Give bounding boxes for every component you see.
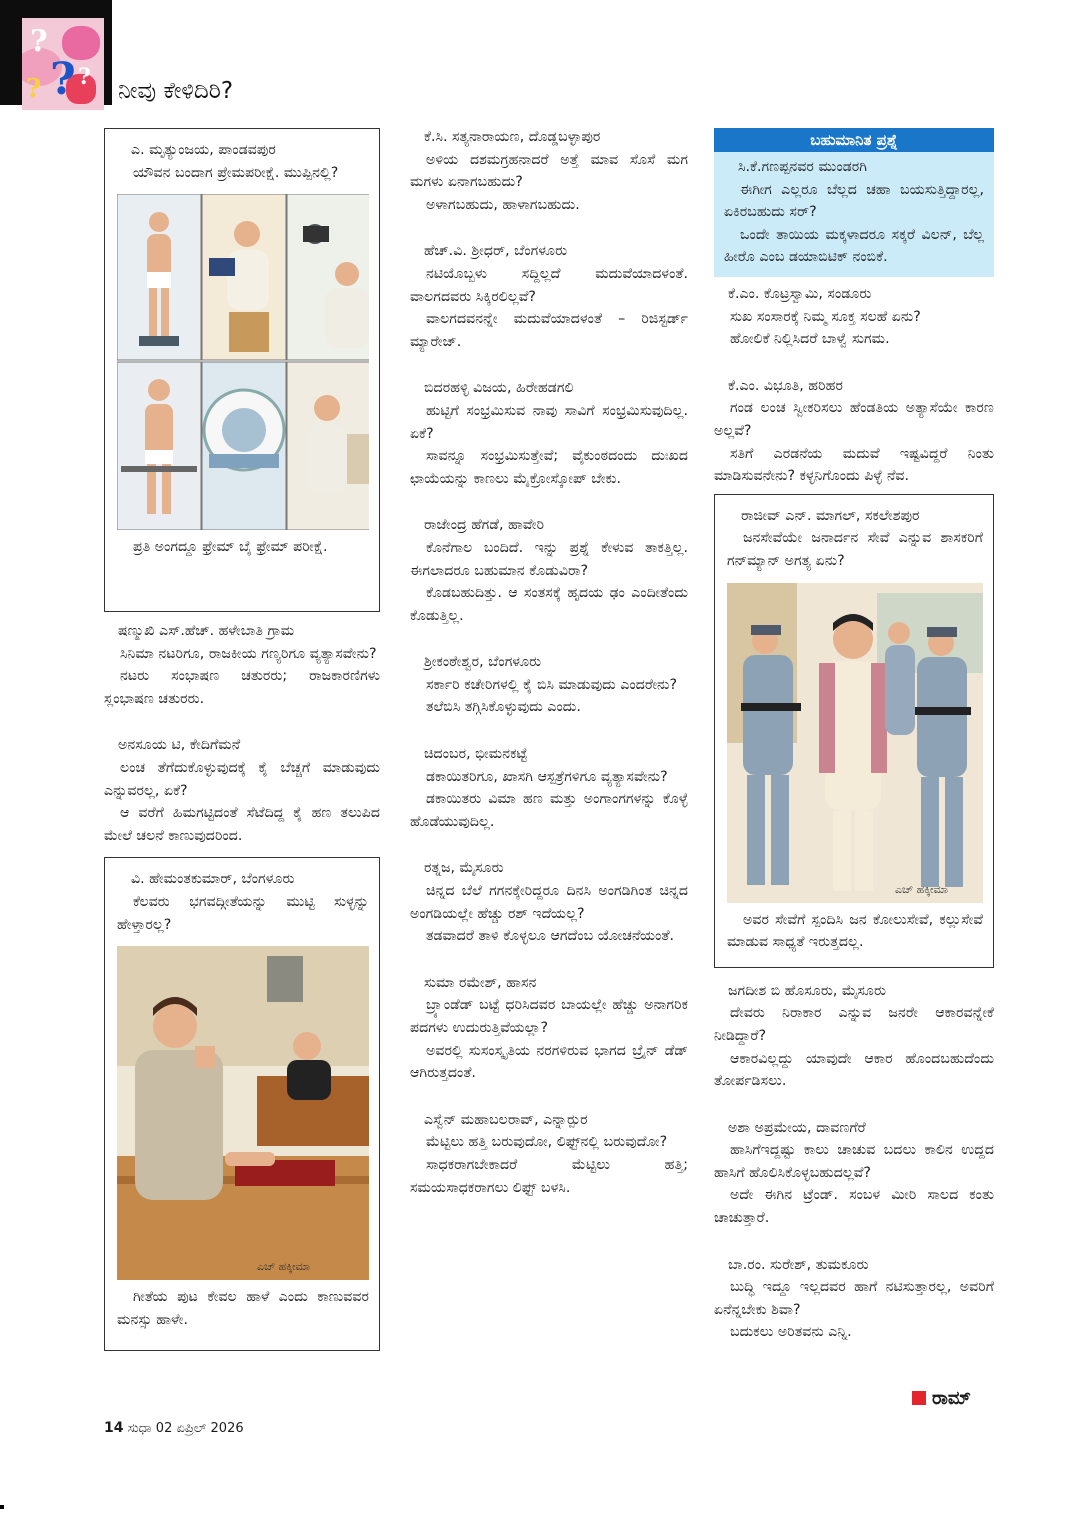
artist-signature: ಎಚ್ ಹಕ್ಕೀಮಾ [895, 882, 948, 896]
qa-item [714, 283, 994, 351]
qa-item [714, 1254, 994, 1344]
asker: ರಾಜೀವ್ ಎನ್. ಮಾಗಲ್, ಸಕಲೇಶಪುರ [741, 507, 920, 524]
checkup-panels [117, 194, 369, 530]
question: ಬ್ರ್ಯಾಂಡೆಡ್ ಬಟ್ಟೆ ಧರಿಸಿದವರ ಬಾಯಲ್ಲೇ ಹೆಚ್ಚು ಅನಾಗರಿಕ ಪದಗಳು ಉದುರುತ್ತಿವೆಯಲ್ಲಾ? [410, 997, 688, 1036]
answer: ವಾಲಗದವನನ್ನೇ ಮದುವೆಯಾದಳಂತೆ – ರಿಜಿಸ್ಟರ್ಡ್ ಮ್ಯಾರೇಜ್. [410, 311, 688, 350]
answer: ಡಕಾಯಿತರು ವಿಮಾ ಹಣ ಮತ್ತು ಅಂಗಾಂಗಗಳನ್ನು ಕೊಳ್ಳೆ ಹೊಡೆಯುವುದಿಲ್ಲ. [410, 791, 688, 830]
asker: ರತ್ನಜ, ಮೈಸೂರು [424, 860, 504, 877]
qa-item [714, 980, 994, 1093]
answer: ಅಳಾಗಬಹುದು, ಹಾಳಾಗಬಹುದು. [426, 196, 580, 213]
question: ಜನಸೇವೆಯೇ ಜನಾರ್ದನ ಸೇವೆ ಎನ್ನುವ ಶಾಸಕರಿಗೆ ಗನ್‌ಮ್ಯಾನ್ ಅಗತ್ಯ ಏನು? [727, 530, 983, 569]
column-2 [410, 126, 688, 1223]
question: ಈಗೀಗ ಎಲ್ಲರೂ ಬೆಲ್ಲದ ಚಹಾ ಬಯಸುತ್ತಿದ್ದಾರಲ್ಲ, ಏಕಿರಬಹುದು ಸರ್? [724, 181, 984, 221]
asker: ಬಾ.ರಂ. ಸುರೇಶ್, ತುಮಕೂರು [728, 1256, 869, 1273]
qa-item [410, 1109, 688, 1199]
asker: ಹೆಚ್.ವಿ. ಶ್ರೀಧರ್, ಬೆಂಗಳೂರು [424, 243, 568, 260]
politician-with-gunmen-scene [727, 583, 983, 903]
question: ನಟಿಯೊಬ್ಬಳು ಸದ್ದಿಲ್ಲದೆ ಮದುವೆಯಾದಳಂತೆ. ವಾಲಗದವರು ಸಿಕ್ಕಿರಲಿಲ್ಲವೆ? [410, 265, 688, 305]
column-1 [104, 128, 380, 1359]
qa-item [410, 972, 688, 1085]
asker: ಸಿ.ಕೆ.ಗಣಪ್ಪನವರ ಮುಂಡರಗಿ [738, 159, 868, 175]
answer: ಅವರಲ್ಲಿ ಸುಸಂಸ್ಕೃತಿಯ ನರಗಳಿರುವ ಭಾಗದ ಬ್ರೈನ್ ಡೆಡ್ ಆಗಿರುತ್ತದಂತೆ. [410, 1042, 688, 1082]
qa-item [714, 375, 994, 488]
question: ಕೊನೆಗಾಲ ಬಂದಿದೆ. ಇನ್ನು ಪ್ರಶ್ನೆ ಕೇಳುವ ತಾಕತ್ತಿಲ್ಲ. ಈಗಲಾದರೂ ಬಹುಮಾನ ಕೊಡುವಿರಾ? [410, 539, 688, 579]
prize-question-header: ಬಹುಮಾನಿತ ಪ್ರಶ್ನೆ [714, 128, 994, 152]
question: ಬುದ್ಧಿ ಇದ್ದೂ ಇಲ್ಲದವರ ಹಾಗೆ ನಟಿಸುತ್ತಾರಲ್ಲ, ಅವರಿಗೆ ಏನೆನ್ನಬೇಕು ಶಿವಾ? [714, 1279, 994, 1318]
issue-date: 02 ಏಪ್ರಿಲ್ 2026 [155, 1421, 244, 1436]
page-number: 14 [104, 1420, 124, 1436]
answer: ಆಕಾರವಿಲ್ಲದ್ದು ಯಾವುದೇ ಆಕಾರ ಹೊಂದಬಹುದೆಂದು ತೋರ್ಪಡಿಸಲು. [714, 1050, 994, 1090]
illustration-caption: ಪ್ರತಿ ಅಂಗದ್ದೂ ಫ್ರೇಮ್ ಬೈ ಫ್ರೇಮ್ ಪರೀಕ್ಷೆ. [133, 539, 328, 556]
illustration-caption: ಅವರ ಸೇವೆಗೆ ಸ್ಪಂದಿಸಿ ಜನ ಕೋಲುಸೇವೆ, ಕಲ್ಲುಸೇವೆ ಮಾಡುವ ಸಾಧ್ಯತೆ ಇರುತ್ತದಲ್ಲ. [727, 911, 983, 951]
question: ಗಂಡ ಲಂಚ ಸ್ವೀಕರಿಸಲು ಹೆಂಡತಿಯ ಅತ್ಯಾಸೆಯೇ ಕಾರಣ ಅಲ್ಲವೆ? [714, 400, 994, 439]
health-checkup-illustration [117, 194, 369, 530]
red-square-icon [912, 1391, 926, 1405]
question: ದೇವರು ನಿರಾಕಾರ ಎನ್ನುವ ಜನರೇ ಆಕಾರವನ್ನೇಕೆ ನೀಡಿದ್ದಾರೆ? [714, 1005, 994, 1044]
asker: ಕೆ.ಎಂ. ವಿಭೂತಿ, ಹರಿಹರ [728, 377, 843, 394]
qa-item [410, 651, 688, 719]
asker: ಚಿದಂಬರ, ಭೀಮನಕಟ್ಟೆ [424, 746, 528, 763]
qa-item [410, 514, 688, 627]
question: ಕೆಲವರು ಭಗವದ್ಗೀತೆಯನ್ನು ಮುಟ್ಟಿ ಸುಳ್ಳನ್ನು ಹೇಳ್ತಾರಲ್ಲ? [117, 893, 369, 933]
answer: ತಲೆಬಿಸಿ ತಗ್ಗಿಸಿಕೊಳ್ಳುವುದು ಎಂದು. [426, 699, 581, 716]
asker: ಎ. ಮೃತ್ಯುಂಜಯ, ಪಾಂಡವಪುರ [131, 142, 276, 158]
asker: ಸುಮಾ ರಮೇಶ್, ಹಾಸನ [424, 974, 537, 991]
illustrated-qa-card [104, 857, 380, 1351]
magazine-name: ಸುಧಾ [127, 1421, 152, 1436]
question: ಸರ್ಕಾರಿ ಕಚೇರಿಗಳಲ್ಲಿ ಕೈ ಬಿಸಿ ಮಾಡುವುದು ಎಂದರೇನು? [426, 676, 677, 693]
column-3 [714, 128, 994, 1368]
asker: ಅಶಾ ಅಪ್ರಮೇಯ, ದಾವಣಗೆರೆ [728, 1119, 866, 1136]
asker: ಷಣ್ಮುಖಿ ಎಸ್.ಹೆಚ್. ಹಳೇಬಾತಿ ಗ್ರಾಮ [118, 623, 295, 639]
asker: ರಾಜೇಂದ್ರ ಹೆಗಡೆ, ಹಾವೇರಿ [424, 517, 545, 534]
question: ಯೌವನ ಬಂದಾಗ ಪ್ರೇಮಪರೀಕ್ಷೆ. ಮುಪ್ಪಿನಲ್ಲಿ? [133, 164, 339, 181]
answer: ಬದುಕಲು ಅರಿತವನು ಎನ್ನಿ. [730, 1324, 852, 1341]
answer: ಸತಿಗೆ ಎರಡನೆಯ ಮದುವೆ ಇಷ್ಟವಿದ್ದರೆ ನಿಂತು ಮಾಡಿಸುವನೇನು? ಕಳ್ಳನಿಗೊಂದು ಪಿಳ್ಳೆ ನೆವ. [714, 445, 994, 485]
question: ಅಳಿಯ ದಶಮಗ್ರಹನಾದರೆ ಅತ್ತೆ ಮಾವ ಸೊಸೆ ಮಗ ಮಗಳು ಏನಾಗಬಹುದು? [410, 151, 688, 191]
answer: ಅದೇ ಈಗಿನ ಟ್ರೆಂಡ್. ಸಂಬಳ ಮೀರಿ ಸಾಲದ ಕಂತು ಚಾಚುತ್ತಾರೆ. [714, 1187, 994, 1227]
author-name: ರಾಮ್ [932, 1388, 971, 1409]
question-marks-logo: ? ? ? ? [22, 18, 104, 110]
courtroom-illustration [117, 946, 369, 1280]
artist-signature: ಎಚ್ ಹಕ್ಕೀಮಾ [257, 1260, 310, 1274]
qa-item [410, 857, 688, 947]
asker: ಶ್ರೀಕಂಠೇಶ್ವರ, ಬೆಂಗಳೂರು [424, 654, 542, 671]
question: ಸಿನಿಮಾ ನಟರಿಗೂ, ರಾಜಕೀಯ ಗಣ್ಯರಿಗೂ ವ್ಯತ್ಯಾಸವೇನು? [120, 645, 377, 662]
answer: ಒಂದೇ ತಾಯಿಯ ಮಕ್ಕಳಾದರೂ ಸಕ್ಕರೆ ವಿಲನ್, ಬೆಲ್ಲ ಹೀರೊ ಎಂಬ ಡಯಾಬಿಟಿಕ್ ನಂಬಿಕೆ. [724, 226, 984, 266]
answer: ನಟರು ಸಂಭಾಷಣ ಚತುರರು; ರಾಜಕಾರಣಿಗಳು ಸ್ಲಂಭಾಷಣ ಚತುರರು. [104, 668, 380, 707]
question: ಚಿನ್ನದ ಬೆಲೆ ಗಗನಕ್ಕೇರಿದ್ದರೂ ದಿನಸಿ ಅಂಗಡಿಗಿಂತ ಚಿನ್ನದ ಅಂಗಡಿಯಲ್ಲೇ ಹೆಚ್ಚು ರಶ್ ಇದೆಯಲ್ಲ? [410, 883, 688, 922]
author-signature [912, 1388, 971, 1409]
courtroom-scene [117, 946, 369, 1280]
illustrated-qa-card [104, 128, 380, 612]
answer: ಕೊಡಬಹುದಿತ್ತು. ಆ ಸಂತಸಕ್ಕೆ ಹೃದಯ ಢಂ ಎಂದೀತೆಂದು ಕೊಡುತ್ತಿಲ್ಲ. [410, 585, 688, 624]
qa-item [410, 126, 688, 216]
asker: ವಿ. ಹೇಮಂತಕುಮಾರ್, ಬೆಂಗಳೂರು [131, 871, 295, 888]
page-footer [104, 1420, 244, 1436]
asker: ಬಿದರಹಳ್ಳಿ ವಿಜಯ, ಹಿರೇಹಡಗಲಿ [424, 380, 574, 397]
qa-item [410, 240, 688, 353]
asker: ಎಸ್ವೆನ್ ಮಹಾಬಲರಾವ್, ಎನ್ನಾರ್‍ಪುರ [424, 1111, 588, 1128]
asker: ಜಗದೀಶ ಬಿ ಹೊಸೂರು, ಮೈಸೂರು [728, 982, 886, 999]
qa-item [410, 377, 688, 490]
prize-question-box [714, 128, 994, 277]
answer: ಆ ವರೆಗೆ ಹಿಮಗಟ್ಟಿದಂತೆ ಸೆಟೆದಿದ್ದ ಕೈ ಹಣ ತಲುಪಿದ ಮೇಲೆ ಚಲನೆ ಕಾಣುವುದರಿಂದ. [104, 805, 380, 844]
answer: ತಡವಾದರೆ ತಾಳಿ ಕೊಳ್ಳಲೂ ಆಗದೆಂಬ ಯೋಚನೆಯಂತೆ. [426, 928, 675, 945]
question: ಡಕಾಯಿತರಿಗೂ, ಖಾಸಗಿ ಆಸ್ಪತ್ರೆಗಳಿಗೂ ವ್ಯತ್ಯಾಸವೇನು? [426, 768, 668, 785]
illustration-caption: ಗೀತೆಯ ಪುಟ ಕೇವಲ ಹಾಳೆ ಎಂದು ಕಾಣುವವರ ಮನಸ್ಸು ಹಾಳೇ. [117, 1289, 369, 1328]
question: ಹಾಸಿಗೆಇದ್ದಷ್ಟು ಕಾಲು ಚಾಚುವ ಬದಲು ಕಾಲಿನ ಉದ್ದದ ಹಾಸಿಗೆ ಹೊಲಿಸಿಕೊಳ್ಳಬಹುದಲ್ಲವೆ? [714, 1142, 994, 1181]
qa-item [714, 1117, 994, 1230]
question: ಮೆಟ್ಟಿಲು ಹತ್ತಿ ಬರುವುದೋ, ಲಿಫ್ಟ್‌ನಲ್ಲಿ ಬರುವುದೋ? [426, 1134, 668, 1151]
qa-item [104, 734, 380, 847]
question: ಲಂಚ ತೆಗೆದುಕೊಳ್ಳುವುದಕ್ಕೆ ಕೈ ಬೆಚ್ಚಗೆ ಮಾಡುವುದು ಎನ್ನುವರಲ್ಲ, ಏಕೆ? [104, 759, 380, 799]
section-title: ನೀವು ಕೇಳಿದಿರಿ? [118, 78, 234, 104]
illustrated-qa-card [714, 494, 994, 968]
answer: ಹೋಲಿಕೆ ನಿಲ್ಲಿಸಿದರೆ ಬಾಳ್ವೆ ಸುಗಮ. [730, 331, 890, 348]
politician-illustration [727, 583, 983, 903]
answer: ಸಾಧಕರಾಗಬೇಕಾದರೆ ಮೆಟ್ಟಿಲು ಹತ್ತಿ; ಸಮಯಸಾಧಕರಾಗಲು ಲಿಫ್ಟ್ ಬಳಸಿ. [410, 1156, 688, 1196]
question: ಹುಟ್ಟಿಗೆ ಸಂಭ್ರಮಿಸುವ ನಾವು ಸಾವಿಗೆ ಸಂಭ್ರಮಿಸುವುದಿಲ್ಲ. ಏಕೆ? [410, 402, 688, 442]
qa-item [104, 620, 380, 710]
crop-mark [0, 1505, 4, 1509]
asker: ಕೆ.ಎಂ. ಕೊಟ್ರಸ್ವಾಮಿ, ಸಂಡೂರು [728, 285, 872, 302]
question: ಸುಖ ಸಂಸಾರಕ್ಕೆ ನಿಮ್ಮ ಸೂಕ್ತ ಸಲಹೆ ಏನು? [730, 308, 921, 325]
asker: ಅನಸೂಯ ಟಿ, ಕೇದಿಗೆಮನೆ [118, 737, 241, 754]
qa-item [410, 743, 688, 833]
answer: ಸಾವನ್ನೂ ಸಂಭ್ರಮಿಸುತ್ತೇವೆ; ವೈಕುಂಠದಂದು ದುಃಖದ ಛಾಯೆಯನ್ನು ಕಾಣಲು ಮೈಕ್ರೋಸ್ಕೋಪ್ ಬೇಕು. [410, 448, 688, 487]
asker: ಕೆ.ಸಿ. ಸತ್ಯನಾರಾಯಣ, ದೊಡ್ಡಬಳ್ಳಾಪುರ [424, 129, 601, 145]
